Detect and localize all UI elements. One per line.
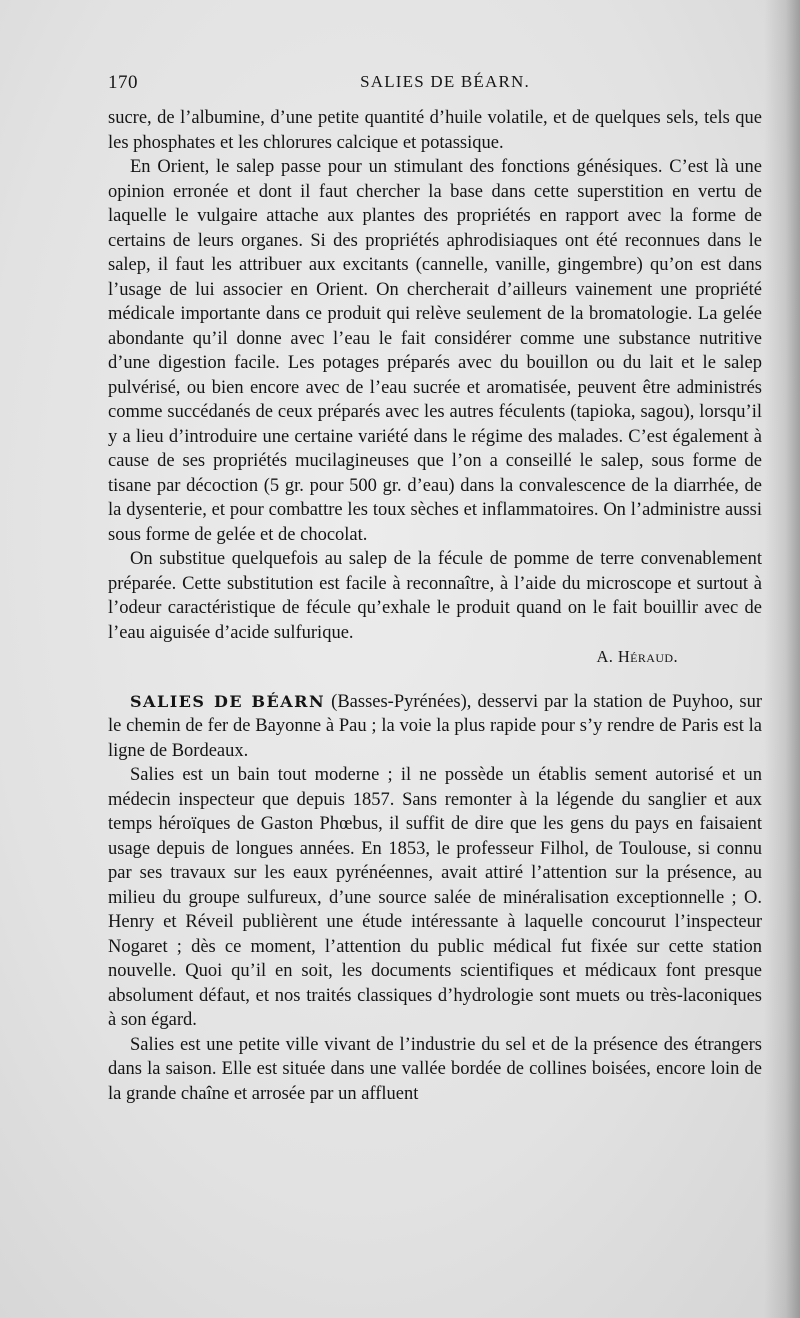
paragraph-salep-orient: En Orient, le salep passe pour un stimulant des fonctions génésiques. C’est là une opinion erronée et dont il faut chercher la base dans cette superstition en vertu de laquelle le vulgaire attache aux plantes des propriétés en rapport avec la forme de certains de leurs organes. Si des propriétés aphrodisiaques ont été reconnues dans le salep, il faut les attribuer aux excitants (cannelle, vanille, gingembre) qu’on est dans l’usage de lui associer en Orient. On chercherait d’ailleurs vainement une propriété médicale importante dans ce produit qui relève seulement de la bromatologie. La gelée abondante qu’il donne avec l’eau le fait considérer comme une substance nutritive d’une digestion facile. Les potages préparés avec du bouillon ou du lait et le salep pulvérisé, ou bien encore avec de l’eau sucrée et aromatisée, peuvent être administrés comme succédanés de ceux préparés avec les autres féculents (tapioka, sagou), lorsqu’il y a lieu d’introduire une certaine variété dans le régime des malades. C’est également à cause de ses propriétés mucilagineuses que l’on a conseillé le salep, sous forme de tisane par décoction (5 gr. pour 500 gr. d’eau) dans la convalescence de la diarrhée, de la dysenterie, et pour combattre les toux sèches et inflammatoires. On l’administre aussi sous forme de gelée et de chocolat. bbox=[108, 157, 762, 545]
section-separator bbox=[108, 670, 762, 690]
article-intro-text: (Basses-Pyrénées), desservi par la station de Puyhoo, sur le chemin de fer de Bayonne à Pau ; la voie la plus rapide pour s’y rendre de Paris est la ligne de Bordeaux. bbox=[108, 691, 762, 761]
paragraph-continuation: sucre, de l’albumine, d’une petite quantité d’huile volatile, et de quelques sels, tels que les phosphates et les chlorures calcique et potassique. bbox=[108, 108, 762, 153]
page-header bbox=[108, 68, 762, 104]
running-head: SALIES DE BÉARN. bbox=[360, 72, 530, 91]
body-text bbox=[108, 106, 762, 1106]
author-signature-text: A. Héraud. bbox=[596, 647, 678, 666]
author-signature bbox=[108, 645, 762, 670]
paragraph-salies-intro bbox=[108, 690, 762, 764]
article-heading: SALIES DE BÉARN bbox=[130, 691, 326, 711]
paragraph-substitution: On substitue quelquefois au salep de la fécule de pomme de terre convenablement préparée. Cette substitution est facile à reconnaître, à l’aide du microscope et surtout à l’odeur caractéristique de fécule qu’exhale le produit quand on le fait bouillir avec de l’eau aiguisée d’acide sulfurique. bbox=[108, 549, 762, 643]
page-edge-shadow bbox=[764, 0, 800, 1318]
paragraph-salies-history: Salies est un bain tout moderne ; il ne possède un établis sement autorisé et un médecin inspecteur que depuis 1857. Sans remonter à la légende du sanglier et aux temps héroïques de Gaston Phœbus, il suffit de dire que les gens du pays en faisaient usage depuis de longues années. En 1853, le professeur Filhol, de Toulouse, si connu par ses travaux sur les eaux pyrénéennes, avait attiré l’attention sur la présence, au milieu du groupe sulfureux, d’une source salée de minéralisation exceptionnelle ; O. Henry et Réveil publièrent une étude intéressante à laquelle concourut l’inspecteur Nogaret ; dès ce moment, l’attention du public médical fut fixée sur cette station nouvelle. Quoi qu’il en soit, les documents scientifiques et médicaux font presque absolument défaut, et nos traités classiques d’hydrologie sont muets ou très-laconiques à son égard. bbox=[108, 765, 762, 1030]
paragraph-salies-town: Salies est une petite ville vivant de l’industrie du sel et de la présence des étrangers dans la saison. Elle est située dans une vallée bordée de collines boisées, encore loin de la grande chaîne et arrosée par un affluent bbox=[108, 1034, 762, 1104]
page-number: 170 bbox=[108, 72, 138, 93]
